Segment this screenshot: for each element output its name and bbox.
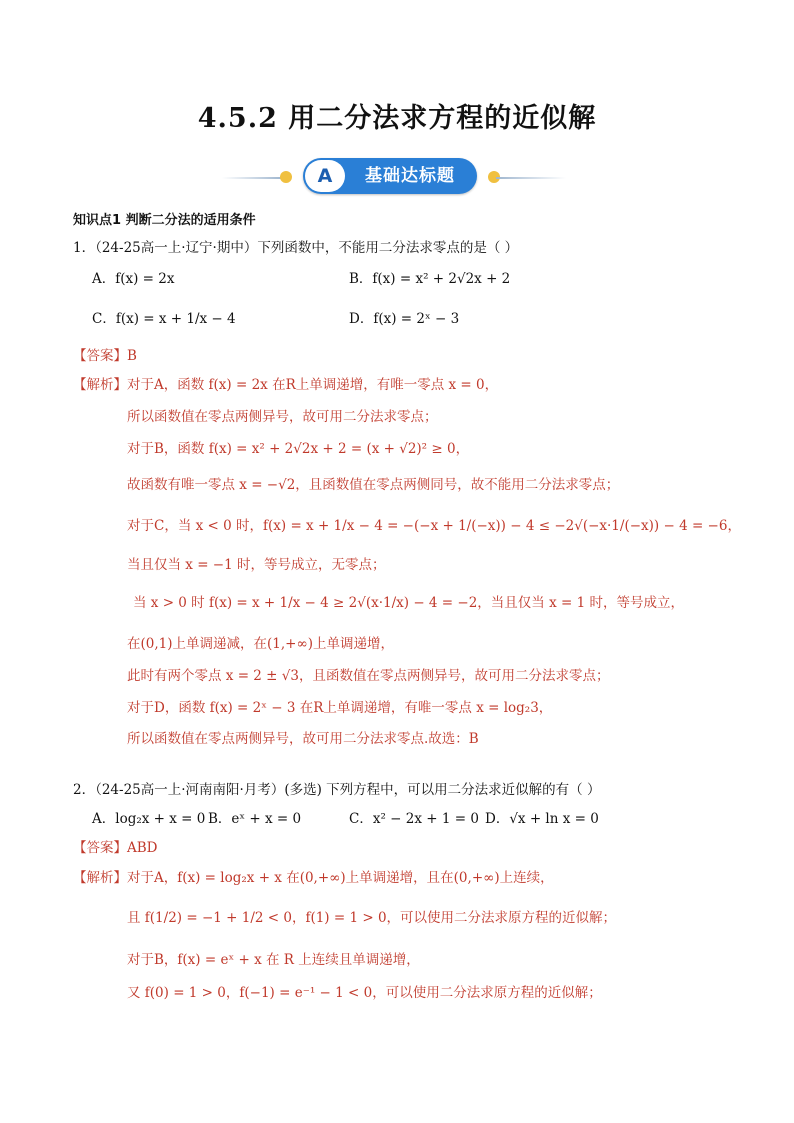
q2-analysis-line: 对于A，f(x) = log₂x + x 在(0,+∞)上单调递增，且在(0,+∞)上连续， xyxy=(127,870,554,886)
banner-dot-left xyxy=(280,171,292,183)
banner-line-left xyxy=(222,177,282,179)
q2-analysis-line: 对于B，f(x) = eˣ + x 在 R 上连续且单调递增， xyxy=(127,952,420,968)
q2-option-b: B．eˣ + x = 0 xyxy=(208,811,302,827)
knowledge-point-heading: 知识点1 判断二分法的适用条件 xyxy=(73,213,256,228)
q1-answer-label: 【答案】 xyxy=(73,348,127,364)
q2-analysis-label: 【解析】 xyxy=(73,870,127,886)
q1-option-a: A．f(x) = 2x xyxy=(92,271,175,287)
banner-badge: A xyxy=(305,160,345,192)
question-2-stem: 2．（24-25高一上·河南南阳·月考）(多选) 下列方程中，可以用二分法求近似解的有（ ） xyxy=(73,782,601,798)
q1-analysis-line: 此时有两个零点 x = 2 ± √3，且函数值在零点两侧异号，故可用二分法求零点； xyxy=(127,668,610,684)
q1-analysis-label: 【解析】 xyxy=(73,377,127,393)
q2-answer-value: ABD xyxy=(127,840,158,856)
q1-answer xyxy=(73,344,137,364)
q2-option-d: D．√x + ln x = 0 xyxy=(485,811,599,827)
q2-option-a: A．log₂x + x = 0 xyxy=(92,811,206,827)
q1-analysis-line: 在(0,1)上单调递减，在(1,+∞)上单调递增， xyxy=(127,636,394,652)
q2-answer-label: 【答案】 xyxy=(73,840,127,856)
question-1-stem: 1．（24-25高一上·辽宁·期中）下列函数中，不能用二分法求零点的是（ ） xyxy=(73,240,519,256)
q1-option-c: C．f(x) = x + 1/x − 4 xyxy=(92,311,236,327)
q2-analysis-line: 又 f(0) = 1 > 0，f(−1) = e⁻¹ − 1 < 0，可以使用二分法求原方程的近似解； xyxy=(127,985,602,1001)
q1-analysis-line: 对于C，当 x < 0 时，f(x) = x + 1/x − 4 = −(−x + 1/(−x)) − 4 ≤ −2√(−x·1/(−x)) − 4 = −6， xyxy=(127,518,741,534)
q1-answer-value: B xyxy=(127,348,137,364)
q1-analysis-line: 当且仅当 x = −1 时，等号成立，无零点； xyxy=(127,557,386,573)
q2-analysis-line: 且 f(1/2) = −1 + 1/2 < 0，f(1) = 1 > 0，可以使用二分法求原方程的近似解； xyxy=(127,910,617,926)
q2-answer xyxy=(73,836,158,856)
page-title: 4.5.2 用二分法求方程的近似解 xyxy=(197,103,597,134)
q1-option-d: D．f(x) = 2ˣ − 3 xyxy=(349,311,460,327)
section-banner xyxy=(0,158,794,196)
q1-analysis-line: 故函数有唯一零点 x = −√2，且函数值在零点两侧同号，故不能用二分法求零点； xyxy=(127,477,620,493)
q1-analysis-line: 对于B，函数 f(x) = x² + 2√2x + 2 = (x + √2)² ≥ 0， xyxy=(127,441,470,457)
banner-line-right xyxy=(496,177,566,179)
banner-label: 基础达标题 xyxy=(365,166,455,186)
q2-option-c: C．x² − 2x + 1 = 0 xyxy=(349,811,479,827)
q1-analysis-line: 对于A，函数 f(x) = 2x 在R上单调递增，有唯一零点 x = 0， xyxy=(127,377,499,393)
q1-analysis-line: 当 x > 0 时 f(x) = x + 1/x − 4 ≥ 2√(x·1/x) − 4 = −2，当且仅当 x = 1 时，等号成立， xyxy=(133,595,684,611)
q1-analysis-line: 所以函数值在零点两侧异号，故可用二分法求零点.故选：B xyxy=(127,731,479,747)
q1-analysis-line: 对于D，函数 f(x) = 2ˣ − 3 在R上单调递增，有唯一零点 x = log₂3， xyxy=(127,700,553,716)
q1-analysis-line: 所以函数值在零点两侧异号，故可用二分法求零点； xyxy=(127,409,438,425)
q1-option-b: B．f(x) = x² + 2√2x + 2 xyxy=(349,271,511,287)
